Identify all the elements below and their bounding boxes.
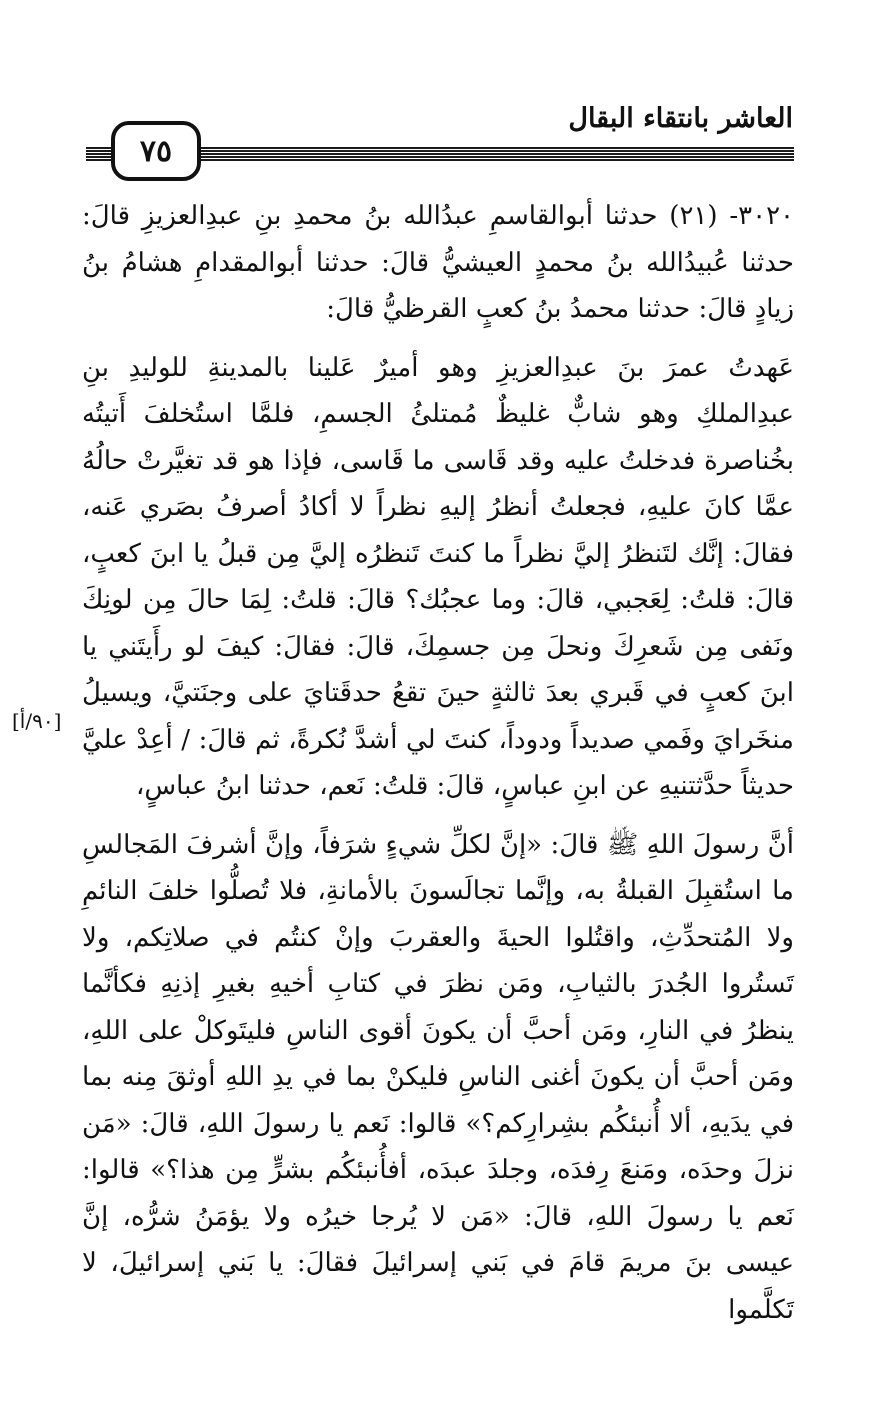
hadith-isnad-paragraph: ٣٠٢٠- (٢١) حدثنا أبوالقاسمِ عبدُالله بنُ محمدِ بنِ عبدِالعزيزِ قالَ: حدثنا عُبيدُالله بنُ محمدٍ العيشيُّ قالَ: حدثنا أبوالمقدامِ هشامُ بنُ زيادٍ قالَ: حدثنا محمدُ بنُ كعبٍ القرظيُّ قالَ: [82, 201, 795, 324]
manuscript-folio-reference: [٩٠/أ] [12, 709, 62, 733]
hadith-text-paragraph: أنَّ رسولَ اللهِ ﷺ قالَ: «إنَّ لكلِّ شيءٍ شرَفاً، وإنَّ أشرفَ المَجالسِ ما استُقبِلَ القبلةُ به، وإنَّما تجالَسونَ بالأمانةِ، فلا تُصلُّوا خلفَ النائمِ ولا المُتحدِّثِ، واقتُلوا الحيةَ والعقربَ وإنْ كنتُم في صلاتِكم، ولا تَستُروا الجُدرَ بالثيابِ، ومَن نظرَ في كتابِ أخيهِ بغيرِ إذنِهِ فكأنَّما ينظرُ في النارِ، ومَن أحبَّ أن يكونَ أقوى الناسِ فليتَوكلْ على اللهِ، ومَن أحبَّ أن يكونَ أغنى الناسِ فليكنْ بما في يدِ اللهِ أوثقَ مِنه بما في يدَيهِ، ألا أُنبئكُم بشِرارِكم؟» قالوا: نَعم يا رسولَ اللهِ، قالَ: «مَن نزلَ وحدَه، ومَنعَ رِفدَه، وجلدَ عبدَه، أفأُنبئكُم بشرٍّ مِن هذا؟» قالوا: نَعم يا رسولَ اللهِ، قالَ: «مَن لا يُرجا خيرُه ولا يؤمَنُ شرُّه، إنَّ عيسى بنَ مريمَ قامَ في بَني إسرائيلَ فقالَ: يا بَني إسرائيلَ، لا تَكلَّموا [82, 829, 794, 1325]
running-title: العاشر بانتقاء البقال [568, 103, 793, 134]
page-header [0, 95, 873, 195]
page-number: ٧٥ [111, 121, 201, 181]
narration-paragraph: عَهدتُ عمرَ بنَ عبدِالعزيزِ وهو أميرٌ عَلينا بالمدينةِ للوليدِ بنِ عبدِالملكِ وهو شابٌّ غليظٌ مُمتلئُ الجسمِ، فلمَّا استُخلفَ أَتيتُه بخُناصرة فدخلتُ عليه وقد قَاسى ما قَاسى، فإذا هو قد تغيَّرتْ حالُهُ عمَّا كانَ عليهِ، فجعلتُ أنظرُ إليهِ نظراً لا أكادُ أصرفُ بصَري عَنه، فقالَ: إنَّك لتَنظرُ إليَّ نظراً ما كنتَ تَنظرُه إليَّ مِن قبلُ يا ابنَ كعبٍ، قالَ: قلتُ: لِعَجبي، قالَ: وما عجبُك؟ قالَ: قلتُ: لِمَا حالَ مِن لونِكَ ونَفى مِن شَعرِكَ ونحلَ مِن جسمِكَ، قالَ: فقالَ: كيفَ لو رأَيتَني يا ابنَ كعبٍ في قَبري بعدَ ثالثةٍ حينَ تقعُ حدقَتايَ على وجنَتيَّ، ويسيلُ منخَرايَ وفَمي صديداً ودوداً، كنتَ لي أشدَّ نُكرةً، ثم قالَ: / أعِدْ عليَّ حديثاً حدَّثتنيهِ عن ابنِ عباسٍ، قالَ: قلتُ: نَعم، حدثنا ابنُ عباسٍ، [82, 352, 794, 801]
page-body [82, 193, 794, 1333]
